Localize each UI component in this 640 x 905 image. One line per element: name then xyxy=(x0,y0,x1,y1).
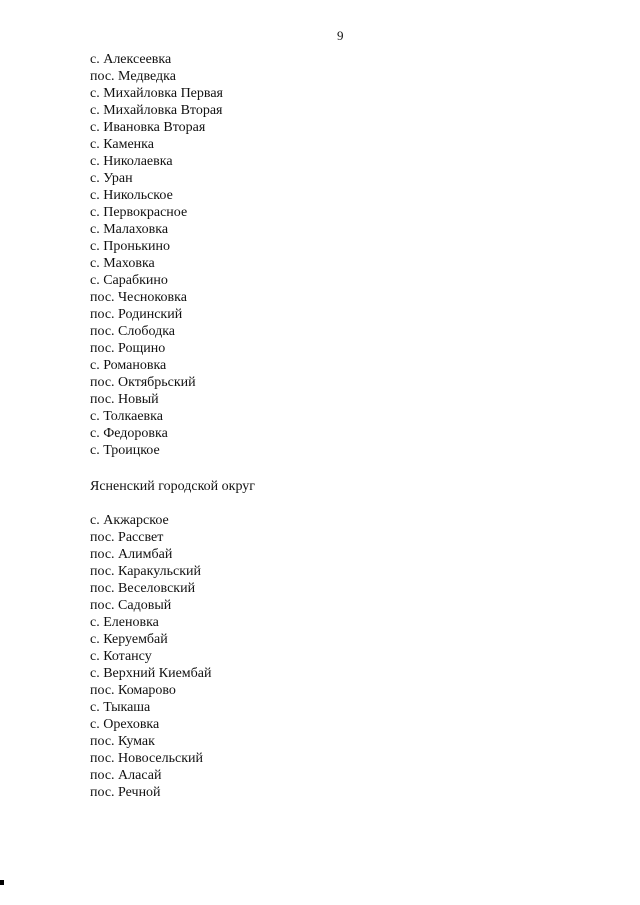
list-item: пос. Октябрьский xyxy=(90,375,196,390)
list-item: пос. Каракульский xyxy=(90,564,201,579)
list-item: с. Первокрасное xyxy=(90,205,188,220)
list-item: пос. Слободка xyxy=(90,324,176,339)
list-item: с. Толкаевка xyxy=(90,409,163,424)
list-item: пос. Рощино xyxy=(90,341,166,356)
list-item: с. Маховка xyxy=(90,256,155,271)
list-item: пос. Садовый xyxy=(90,598,172,613)
settlement-list xyxy=(90,51,223,459)
list-item: с. Ивановка Вторая xyxy=(90,120,206,135)
list-item: с. Алексеевка xyxy=(90,52,172,67)
list-item: с. Никольское xyxy=(90,188,173,203)
list-item: с. Михайловка Вторая xyxy=(90,103,223,118)
list-item: с. Каменка xyxy=(90,137,154,152)
list-item: пос. Веселовский xyxy=(90,581,196,596)
list-item: с. Пронькино xyxy=(90,239,170,254)
list-item: пос. Комарово xyxy=(90,683,176,698)
settlement-list xyxy=(90,512,211,801)
list-item: пос. Новый xyxy=(90,392,159,407)
list-item: с. Сарабкино xyxy=(90,273,168,288)
list-item: пос. Новосельский xyxy=(90,751,203,766)
list-item: с. Тыкаша xyxy=(90,700,151,715)
list-item: с. Малаховка xyxy=(90,222,169,237)
list-item: с. Котансу xyxy=(90,649,152,664)
list-item: с. Акжарское xyxy=(90,513,169,528)
list-item: с. Еленовка xyxy=(90,615,159,630)
list-item: пос. Алимбай xyxy=(90,547,173,562)
list-item: пос. Аласай xyxy=(90,768,162,783)
scan-mark xyxy=(0,880,4,885)
list-item: с. Романовка xyxy=(90,358,167,373)
list-item: с. Федоровка xyxy=(90,426,168,441)
list-item: с. Николаевка xyxy=(90,154,173,169)
list-item: пос. Кумак xyxy=(90,734,155,749)
list-item: с. Верхний Киембай xyxy=(90,666,212,681)
list-item: с. Троицкое xyxy=(90,443,160,458)
list-item: пос. Рассвет xyxy=(90,530,164,545)
list-item: с. Михайловка Первая xyxy=(90,86,223,101)
list-item: пос. Родинский xyxy=(90,307,183,322)
list-item: пос. Медведка xyxy=(90,69,176,84)
list-item: пос. Речной xyxy=(90,785,161,800)
page-number: 9 xyxy=(337,28,344,43)
list-item: с. Керуембай xyxy=(90,632,168,647)
list-item: пос. Чесноковка xyxy=(90,290,187,305)
list-item: с. Уран xyxy=(90,171,133,186)
section-heading: Ясненский городской округ xyxy=(90,479,256,494)
list-item: с. Ореховка xyxy=(90,717,160,732)
